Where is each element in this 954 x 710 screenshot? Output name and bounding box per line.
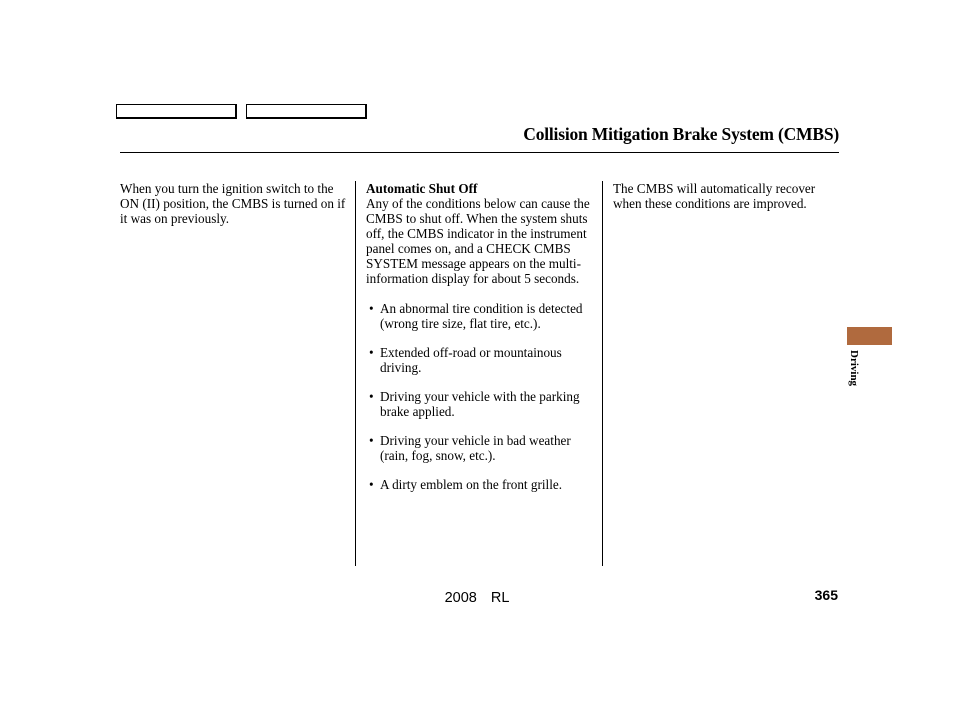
footer-model: 2008 RL <box>444 590 510 606</box>
bullet-icon: • <box>369 433 374 448</box>
bullet-icon: • <box>369 345 374 360</box>
list-item: • A dirty emblem on the front grille. <box>369 477 563 492</box>
bullet-icon: • <box>369 477 374 492</box>
column-middle <box>366 181 594 506</box>
recovery-paragraph: The CMBS will automatically recover when these conditions are improved. <box>613 181 816 211</box>
bullet-icon: • <box>369 301 374 316</box>
list-item: • Extended off-road or mountainous driving. <box>369 345 562 375</box>
nav-button-main-menu[interactable] <box>116 104 237 119</box>
column-divider-1 <box>355 181 356 566</box>
column-divider-2 <box>602 181 603 566</box>
list-item: • Driving your vehicle in bad weather (rain, fog, snow, etc.). <box>369 433 571 463</box>
ignition-paragraph: When you turn the ignition switch to the ON (II) position, the CMBS is turned on if it was on previously. <box>120 181 346 226</box>
section-tab-marker[interactable] <box>847 327 892 345</box>
page-number: 365 <box>814 587 838 603</box>
section-subheading: Automatic Shut Off <box>366 181 478 196</box>
bullet-icon: • <box>369 389 374 404</box>
column-left <box>120 181 348 226</box>
list-item: • Driving your vehicle with the parking brake applied. <box>369 389 580 419</box>
condition-list <box>366 301 594 492</box>
page-title: Collision Mitigation Brake System (CMBS) <box>523 124 839 144</box>
title-divider <box>120 152 839 153</box>
column-right <box>613 181 835 211</box>
nav-button-table-of-contents[interactable] <box>246 104 367 119</box>
section-tab-label: Driving <box>848 350 860 387</box>
list-item: • An abnormal tire condition is detected (wrong tire size, flat tire, etc.). <box>369 301 583 331</box>
shutoff-paragraph: Any of the conditions below can cause the CMBS to shut off. When the system shuts off, the CMBS indicator in the instrument panel comes on, and a CHECK CMBS SYSTEM message appears on the multi-information display for about 5 seconds. <box>366 196 590 286</box>
